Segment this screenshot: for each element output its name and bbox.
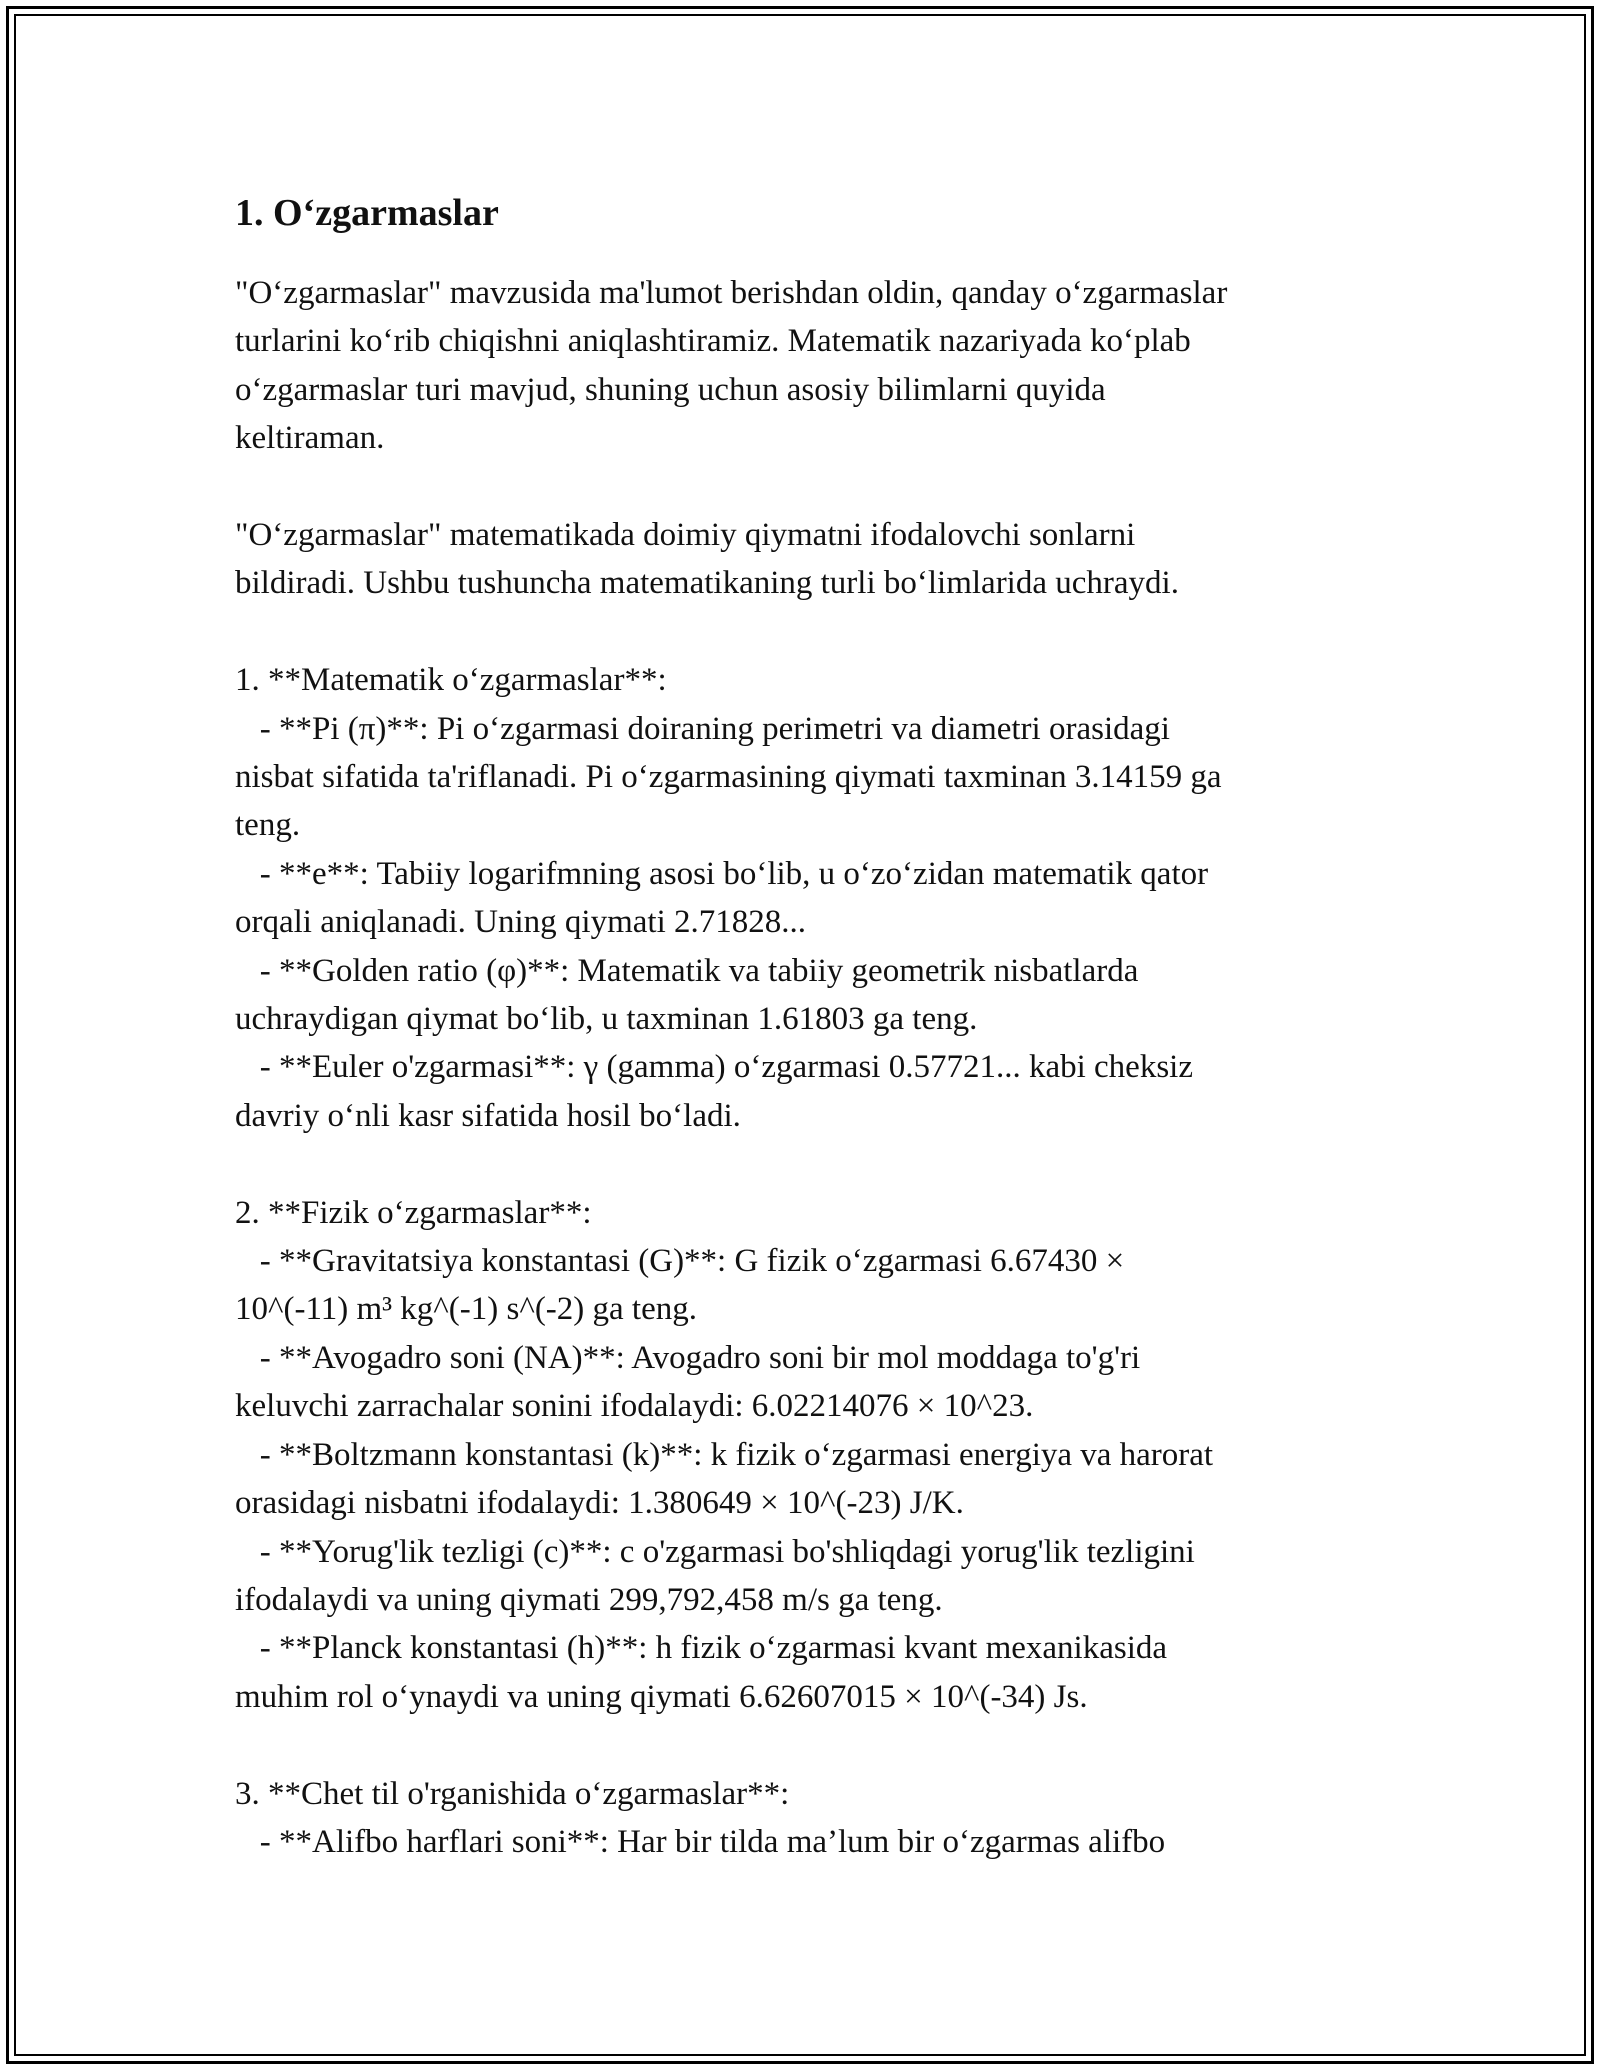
text-line: - **Planck konstantasi (h)**: h fizik o‘zgarmasi kvant mexanikasida [235,1630,1168,1667]
text-line: - **Gravitatsiya konstantasi (G)**: G fizik o‘zgarmasi 6.67430 × [235,1243,1125,1280]
document-body [235,185,1345,1866]
blank-line [235,1140,1345,1188]
text-line: o‘zgarmaslar turi mavjud, shuning uchun asosiy bilimlarni quyida [235,371,1106,408]
text-line: - **Alifbo harflari soni**: Har bir tilda ma’lum bir o‘zgarmas alifbo [235,1823,1166,1860]
text-line: nisbat sifatida ta'riflanadi. Pi o‘zgarmasining qiymati taxminan 3.14159 ga [235,759,1222,796]
text-line: - **e**: Tabiiy logarifmning asosi bo‘lib, u o‘zo‘zidan matematik qator [235,855,1209,892]
text-line: orasidagi nisbatni ifodalaydi: 1.380649 × 10^(-23) J/K. [235,1485,964,1522]
text-line: 2. **Fizik o‘zgarmaslar**: [235,1194,592,1231]
text-line: 1. **Matematik o‘zgarmaslar**: [235,662,667,699]
blank-line [235,1721,1345,1769]
blank-line [235,463,1345,511]
text-line: ifodalaydi va uning qiymati 299,792,458 m/s ga teng. [235,1581,943,1618]
text-line: davriy o‘nli kasr sifatida hosil bo‘ladi. [235,1097,741,1134]
text-line: 3. **Chet til o'rganishida o‘zgarmaslar**: [235,1775,790,1812]
text-line: turlarini ko‘rib chiqishni aniqlashtiramiz. Matematik nazariyada ko‘plab [235,323,1191,360]
text-line: teng. [235,807,301,844]
section-heading: 1. O‘zgarmaslar [235,192,499,234]
text-line: - **Yorug'lik tezligi (c)**: c o'zgarmasi bo'shliqdagi yorug'lik tezligini [235,1533,1195,1570]
blank-line [235,608,1345,656]
text-line: "O‘zgarmaslar" mavzusida ma'lumot berishdan oldin, qanday o‘zgarmaslar [235,275,1228,311]
text-line: - **Pi (π)**: Pi o‘zgarmasi doiraning perimetri va diametri orasidagi [235,710,1170,747]
text-line: - **Euler o'zgarmasi**: γ (gamma) o‘zgarmasi 0.57721... kabi cheksiz [235,1049,1193,1086]
text-line: - **Golden ratio (φ)**: Matematik va tabiiy geometrik nisbatlarda [235,952,1139,989]
text-line: keltiraman. [235,420,385,457]
text-line: bildiradi. Ushbu tushuncha matematikaning turli bo‘limlarida uchraydi. [235,565,1179,602]
text-lines [235,269,1345,1866]
text-line: - **Boltzmann konstantasi (k)**: k fizik o‘zgarmasi energiya va harorat [235,1436,1214,1473]
text-line: - **Avogadro soni (NA)**: Avogadro soni bir mol moddaga to'g'ri [235,1339,1141,1376]
text-line: muhim rol o‘ynaydi va uning qiymati 6.62607015 × 10^(-34) Js. [235,1678,1088,1715]
text-line: "O‘zgarmaslar" matematikada doimiy qiymatni ifodalovchi sonlarni [235,517,1136,554]
text-line: orqali aniqlanadi. Uning qiymati 2.71828... [235,904,806,941]
text-line: uchraydigan qiymat bo‘lib, u taxminan 1.61803 ga teng. [235,1001,978,1038]
text-line: 10^(-11) m³ kg^(-1) s^(-2) ga teng. [235,1291,697,1328]
text-line: keluvchi zarrachalar sonini ifodalaydi: 6.02214076 × 10^23. [235,1388,1034,1425]
